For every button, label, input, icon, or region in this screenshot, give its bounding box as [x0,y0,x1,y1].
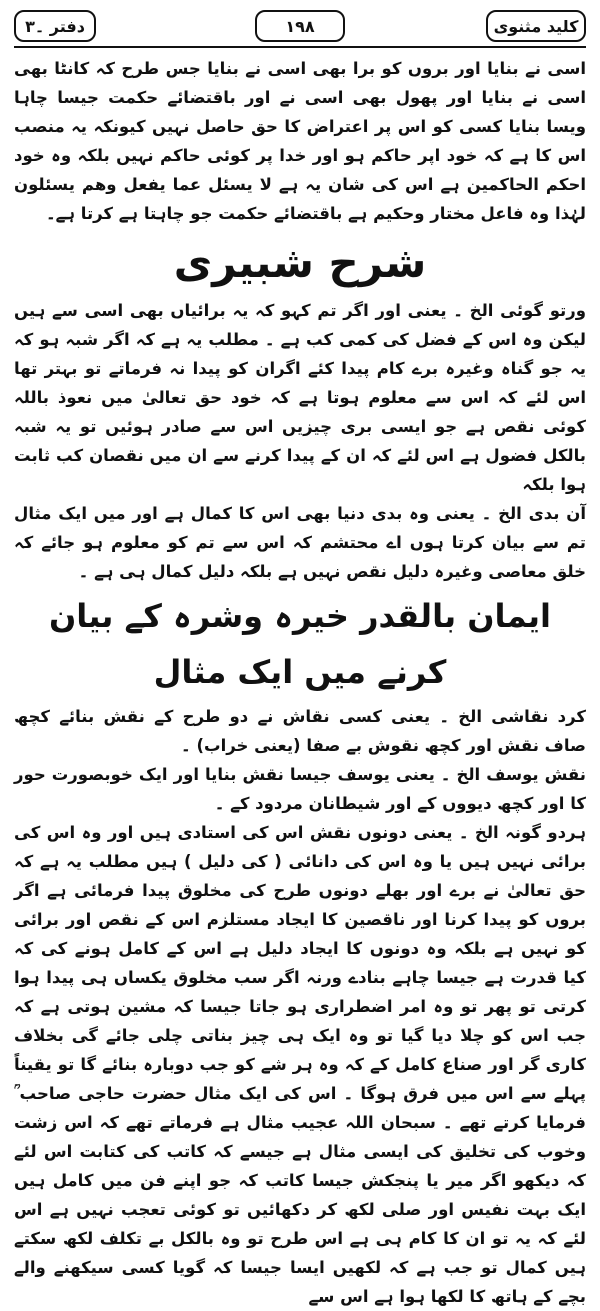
volume-label: دفتر ۔۳ [25,16,85,36]
book-title-box [486,10,586,42]
heading-sharh-shabbiri: شرح شبیری [173,238,427,287]
paragraph-sharh-2: آن بدی الخ ۔ یعنی وہ بدی دنیا بھی اس کا کمال ہے اور میں ایک مثال تم سے بیان کرتا ہوں اے محتشم کہ اس سے تم کو معلوم ہو جائے کہ خلق معاصی وغیرہ دلیل نقص نہیں ہے بلکہ دلیل کمال ہی ہے ۔ [14,504,586,581]
paragraph-example-1: کرد نقاشی الخ ۔ یعنی کسی نقاش نے دو طرح کے نقش بنائے کچھ صاف نقش اور کچھ نقوش بے صفا (یعنی خراب) ۔ [14,707,586,755]
book-page [14,10,586,1311]
paragraph-sharh-1: ورتو گوئی الخ ۔ یعنی اور اگر تم کہو کہ یہ برائیاں بھی اسی سے ہیں لیکن وہ اس کے فضل کی کمی کب ہے ۔ مطلب یہ ہے کہ اگر شبہ ہو کہ یہ جو گناہ وغیرہ برے کام پیدا کئے اگران کو پیدا نہ فرماتے تو بہتر تھا اس لئے کہ اس سے معلوم ہوتا ہے کہ خود حق تعالیٰ میں نعوذ باللہ کوئی نقص ہے جو ایسی بری چیزیں اس سے صادر ہوئیں تو یہ شبہ بالکل فضول ہے اس لئے کہ ان کے پیدا کرنے سے ان میں نقصان کب ثابت ہوا بلکہ [14,301,586,494]
heading-example: ایمان بالقدر خیرہ وشرہ کے بیان کرنے میں ایک مثال [48,597,551,691]
page-header [14,10,586,54]
page-number-box [255,10,345,42]
page-number: ۱۹۸ [285,16,315,36]
paragraph-example-2: نقش یوسف الخ ۔ یعنی یوسف جیسا نقش بنایا اور ایک خوبصورت حور کا اور کچھ دیووں کے اور شیطانان مردود کے ۔ [14,765,586,813]
volume-box [14,10,96,42]
paragraph-example-3: ہردو گونہ الخ ۔ یعنی دونوں نقش اس کی استادی ہیں اور وہ اس کی برائی نہیں ہیں یا وہ اس کی دانائی ( کی دلیل ) ہیں مطلب یہ ہے کہ حق تعالیٰ نے برے اور بھلے دونوں طرح کی مخلوق پیدا فرمائی ہے اگر بروں کو پیدا کرنا اور ناقصین کا ایجاد مستلزم اس کے نقص اور برائی کو نہیں ہے بلکہ وہ دونوں کا ایجاد دلیل ہے اس کے کامل ہونے کی کہ کیا قدرت ہے جیسا چاہے بنادے ورنہ اگر سب مخلوق یکساں ہی پیدا ہوا کرتی تو پھر تو وہ امر اضطراری ہو جاتا جیسا کہ مشین ہوتی ہے کہ جب اس کو چلا دیا گیا تو وہ ایک ہی چیز بناتی چلی جائے گی بخلاف کاری گر اور صناع کامل کے کہ وہ ہر شے کو جب دوبارہ بنائے گا تو یقیناً پہلے سے اس میں فرق ہوگا ۔ اس کی ایک مثال حضرت حاجی صاحب ؒ فرمایا کرتے تھے ۔ سبحان اللہ عجیب مثال ہے فرماتے تھے کہ اس زشت وخوب کی تخلیق کی ایسی مثال ہے جیسے کہ کاتب کی کتابت اس لئے کہ دیکھو اگر میر یا پنجکش جیسا کاتب کہ جو اپنے فن میں کامل ہیں ایک بہت نفیس اور صلی لکھ کر دکھائیں تو کوئی تعجب نہیں ہے اس لئے کہ یہ تو ان کا کام ہی ہے اس طرح تو وہ بالکل بے تکلف لکھ سکتے ہیں کمال تو جب ہے کہ لکھیں ایسا جیسا کہ گویا کسی سیکھنے والے بچے کے ہاتھ کا لکھا ہوا ہے اس سے [14,823,586,1306]
header-divider [14,46,586,48]
paragraph-intro: اسی نے بنایا اور بروں کو برا بھی اسی نے بنایا جس طرح کہ کانٹا بھی اسی نے بنایا اور پھول بھی اسی نے اور باقتضائے حکمت جیسا چاہا ویسا بنایا کسی کو اس پر اعتراض کا حق حاصل نہیں کیونکہ یہ منصب اس کا ہے کہ خود اپر حاکم ہو اور خدا پر کوئی حاکم نہیں بلکہ وہ خود احکم الحاکمین ہے اس کی شان یہ ہے لا یسئل عما یفعل وھم یسئلون لہٰذا وہ فاعل مختار وحکیم ہے باقتضائے حکمت جو چاہتا ہے کرتا ہے۔ [14,59,586,223]
book-title: کلید مثنوی [493,16,579,36]
